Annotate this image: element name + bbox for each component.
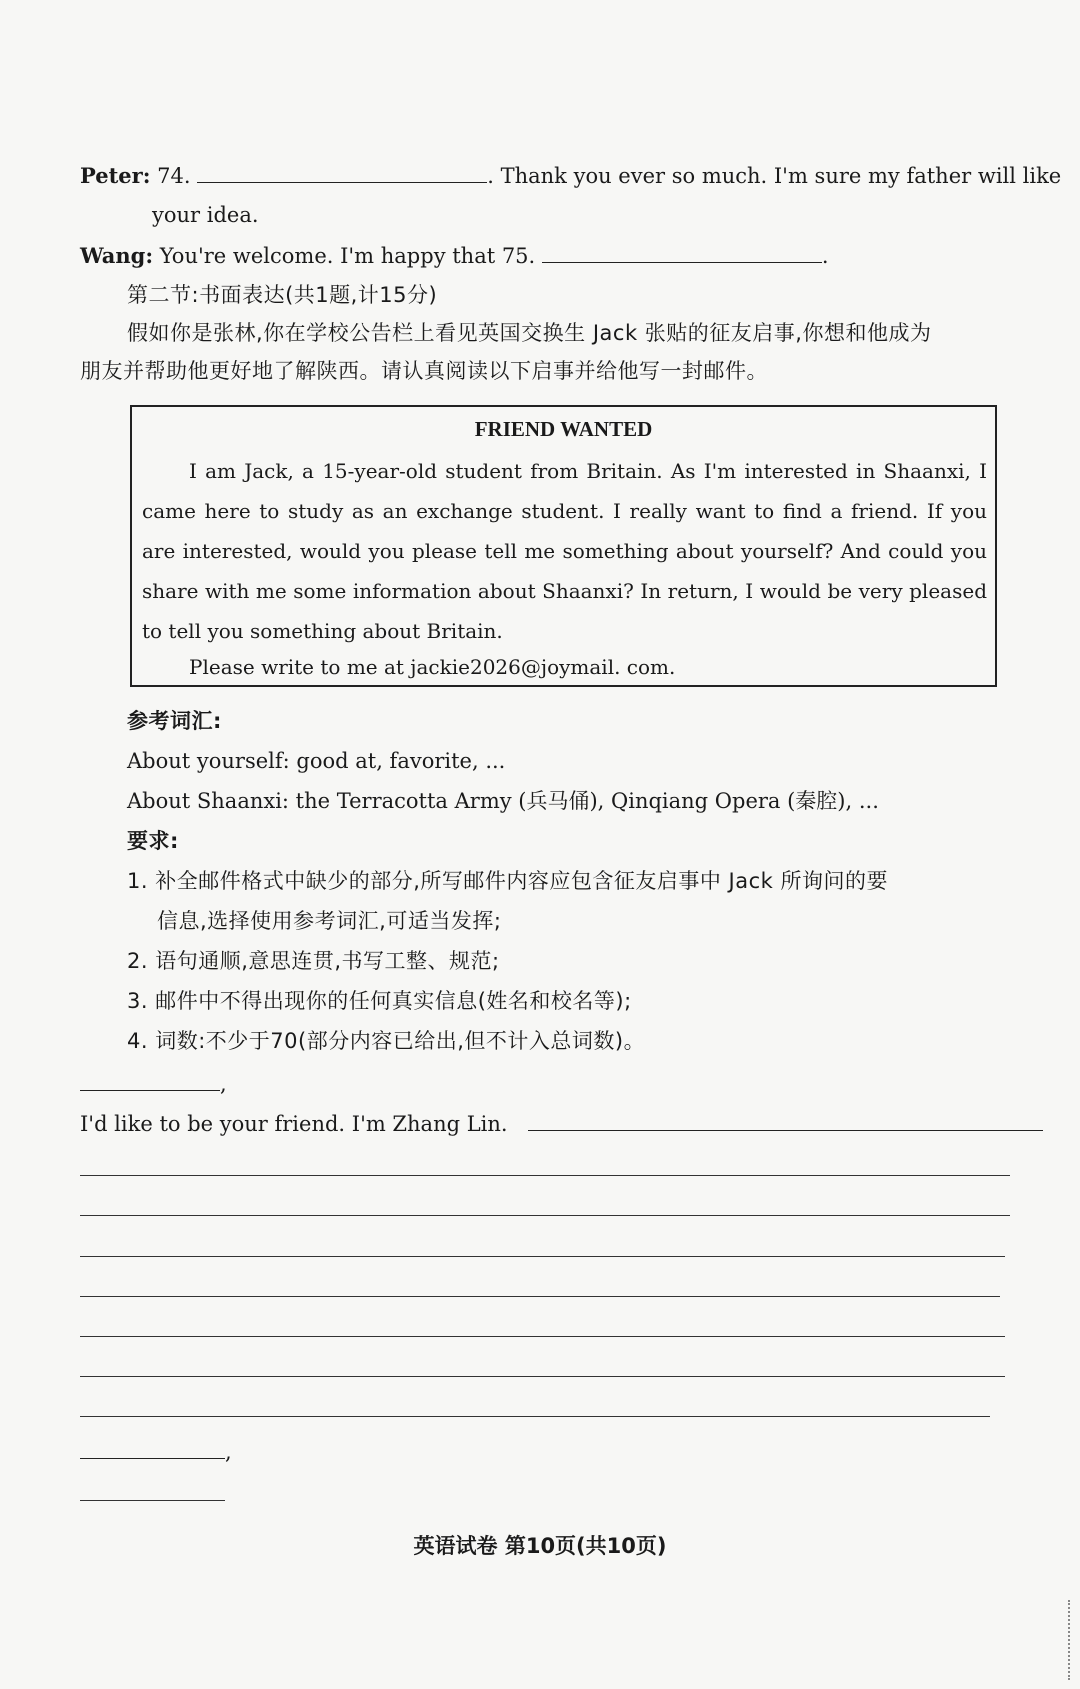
task-intro-line2: 朋友并帮助他更好地了解陕西。请认真阅读以下启事并给他写一封邮件。 bbox=[80, 359, 768, 383]
section-heading: 第二节:书面表达(共1题,计15分) bbox=[127, 283, 438, 307]
signature-blank[interactable] bbox=[80, 1500, 225, 1501]
writing-line-2[interactable] bbox=[80, 1215, 1010, 1216]
question-74-number: 74. bbox=[157, 164, 191, 188]
writing-line-4[interactable] bbox=[80, 1296, 1000, 1297]
notice-paragraph-2: Please write to me at jackie2026@joymail. com. bbox=[189, 655, 676, 679]
friend-wanted-notice bbox=[130, 405, 997, 687]
requirement-1: 1. 补全邮件格式中缺少的部分,所写邮件内容应包含征友启事中 Jack 所询问的要 bbox=[127, 869, 889, 893]
closing-line bbox=[80, 1436, 232, 1467]
answer-blank-74[interactable] bbox=[197, 160, 487, 183]
writing-line-3[interactable] bbox=[80, 1256, 1005, 1257]
wang-speaker: Wang: bbox=[80, 243, 154, 268]
writing-line-7[interactable] bbox=[80, 1416, 990, 1417]
requirement-1-continued: 信息,选择使用参考词汇,可适当发挥; bbox=[157, 909, 502, 933]
greeting-blank[interactable] bbox=[80, 1068, 220, 1091]
peter-line bbox=[80, 160, 1061, 191]
peter-line-continued: your idea. bbox=[152, 203, 259, 227]
requirement-3: 3. 邮件中不得出现你的任何真实信息(姓名和校名等); bbox=[127, 989, 632, 1013]
page-footer: 英语试卷 第10页(共10页) bbox=[413, 1534, 667, 1558]
requirement-4: 4. 词数:不少于70(部分内容已给出,但不计入总词数)。 bbox=[127, 1029, 646, 1053]
vocab-line-yourself: About yourself: good at, favorite, ... bbox=[127, 749, 506, 773]
task-intro-line1: 假如你是张林,你在学校公告栏上看见英国交换生 Jack 张贴的征友启事,你想和他成为 bbox=[127, 321, 932, 345]
wang-line bbox=[80, 240, 829, 271]
opening-sentence: I'd like to be your friend. I'm Zhang Lin. bbox=[80, 1112, 508, 1136]
writing-line-0[interactable] bbox=[528, 1108, 1043, 1131]
vocab-line-shaanxi: About Shaanxi: the Terracotta Army (兵马俑), Qinqiang Opera (秦腔), ... bbox=[127, 789, 879, 813]
notice-title: FRIEND WANTED bbox=[474, 417, 653, 441]
notice-paragraph-1: I am Jack, a 15-year-old student from Britain. As I'm interested in Shaanxi, I came here to study as an exchange student. I really want to find a friend. If you are interested, would you please tell me something about yourself? And could you share with me some information about Shaanxi? In return, I would be very pleased to tell you something about Britain. bbox=[142, 459, 987, 643]
peter-speaker: Peter: bbox=[80, 163, 151, 188]
greeting-line bbox=[80, 1068, 227, 1099]
greeting-comma: , bbox=[220, 1072, 227, 1096]
vocab-label: 参考词汇: bbox=[127, 709, 222, 733]
wang-text: You're welcome. I'm happy that 75. bbox=[159, 244, 536, 268]
opening-line bbox=[80, 1108, 1043, 1139]
writing-line-1[interactable] bbox=[80, 1175, 1010, 1176]
closing-blank[interactable] bbox=[80, 1436, 225, 1459]
wang-period: . bbox=[821, 244, 829, 268]
writing-line-5[interactable] bbox=[80, 1336, 1005, 1337]
answer-blank-75[interactable] bbox=[542, 240, 822, 263]
writing-line-6[interactable] bbox=[80, 1376, 1005, 1377]
requirement-2: 2. 语句通顺,意思连贯,书写工整、规范; bbox=[127, 949, 500, 973]
closing-comma: , bbox=[225, 1440, 232, 1464]
requirements-label: 要求: bbox=[127, 829, 179, 853]
peter-text: . Thank you ever so much. I'm sure my father will like bbox=[487, 164, 1062, 188]
scan-edge-mark bbox=[1068, 1600, 1070, 1680]
